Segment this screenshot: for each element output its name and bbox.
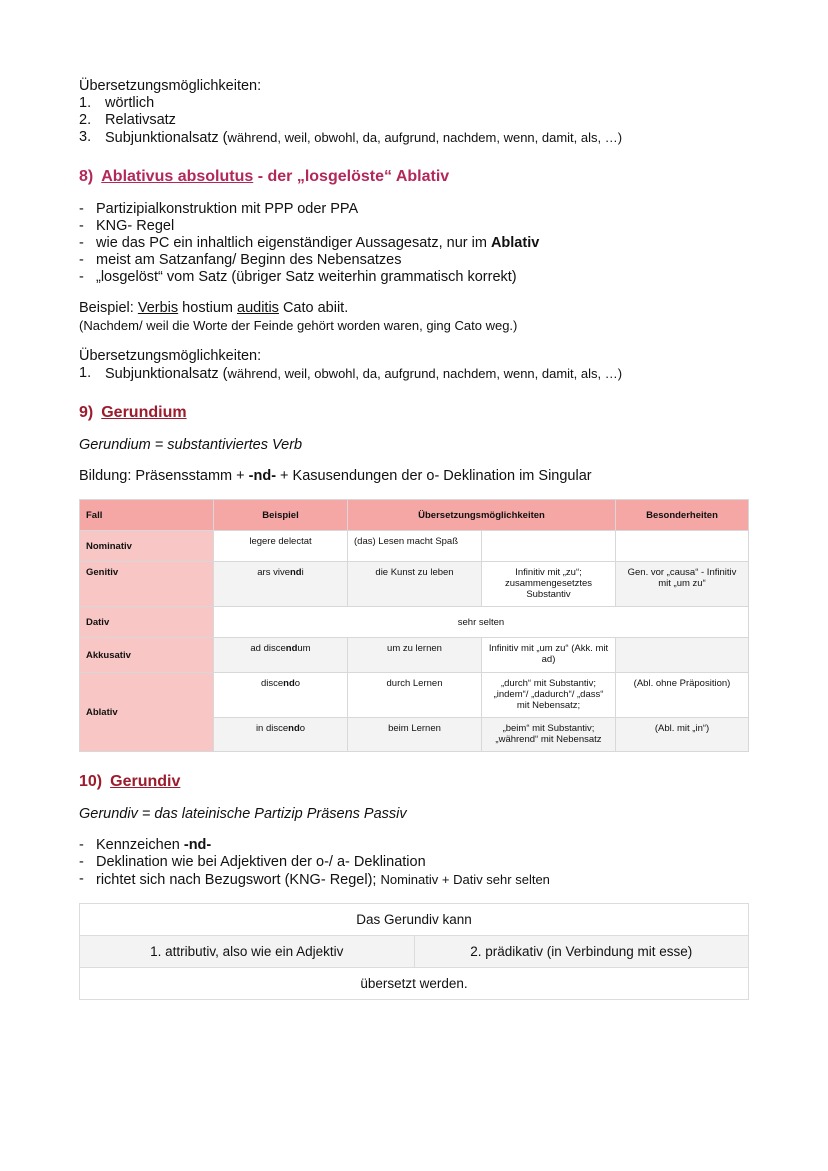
section-heading-ablativus-absolutus: 8) Ablativus absolutus - der „losgelöste“ Ablativ: [79, 168, 450, 185]
table-row: Genitiv ars vivendi die Kunst zu leben Infinitiv mit „zu“; zusammengesetztes Substantiv Gen. vor „causa“ - Infinitiv mit „um zu“: [80, 562, 749, 607]
bullet-list: [79, 837, 751, 889]
column-header: Fall: [80, 500, 214, 531]
table-row: Das Gerundiv kann: [80, 904, 749, 936]
list-item: - „losgelöst“ vom Satz (übriger Satz weiterhin grammatisch korrekt): [79, 269, 517, 285]
table-row: Nominativ legere delectat (das) Lesen macht Spaß: [80, 531, 749, 562]
table-row: Dativ sehr selten: [80, 607, 749, 638]
list-item: 3. Subjunktionalsatz (während, weil, obwohl, da, aufgrund, nachdem, wenn, damit, als, …): [79, 129, 623, 146]
list-item: 2. Relativsatz: [79, 112, 176, 128]
list-item: - richtet sich nach Bezugswort (KNG- Regel); Nominativ + Dativ sehr selten: [79, 871, 550, 888]
gerundiv-definition: Gerundiv = das lateinische Partizip Präsens Passiv: [79, 806, 407, 822]
gerundiv-table: [79, 903, 749, 1000]
document-page: [79, 78, 751, 1000]
list-item: - wie das PC ein inhaltlich eigenständiger Aussagesatz, nur im Ablativ: [79, 235, 540, 251]
section-heading-gerundium: 9) Gerundium: [79, 404, 187, 421]
list-item: - meist am Satzanfang/ Beginn des Nebensatzes: [79, 252, 402, 268]
table-row: Akkusativ ad discendum um zu lernen Infinitiv mit „um zu“ (Akk. mit ad): [80, 638, 749, 673]
example-sentence: Beispiel: Verbis hostium auditis Cato abiit.: [79, 300, 349, 316]
column-header: Beispiel: [214, 500, 348, 531]
list-item: - Kennzeichen -nd-: [79, 837, 212, 853]
list-item: 1. Subjunktionalsatz (während, weil, obwohl, da, aufgrund, nachdem, wenn, damit, als, …): [79, 365, 623, 382]
table-row: Ablativ discendo durch Lernen „durch“ mit Substantiv; „indem“/ „dadurch“/ „dass“ mit Nebensatz; (Abl. ohne Präposition): [80, 673, 749, 718]
table-row: 1. attributiv, also wie ein Adjektiv 2. prädikativ (in Verbindung mit esse): [80, 936, 749, 968]
list-item: - Partizipialkonstruktion mit PPP oder PPA: [79, 201, 359, 217]
section-heading-gerundiv: 10) Gerundiv: [79, 773, 181, 790]
table-row: übersetzt werden.: [80, 968, 749, 1000]
gerundium-formation: Bildung: Präsensstamm + -nd- + Kasusendungen der o- Deklination im Singular: [79, 468, 592, 484]
table-row: in discendo beim Lernen „beim“ mit Substantiv; „während“ mit Nebensatz (Abl. mit „in“): [80, 718, 749, 752]
column-header: Besonderheiten: [616, 500, 749, 531]
column-header: Übersetzungsmöglichkeiten: [348, 500, 616, 531]
gerundium-definition: Gerundium = substantiviertes Verb: [79, 437, 303, 453]
bullet-list: [79, 201, 751, 286]
translation-options-heading: Übersetzungsmöglichkeiten:: [79, 78, 262, 94]
example-translation: (Nachdem/ weil die Worte der Feinde gehört worden waren, ging Cato weg.): [79, 318, 518, 333]
list-item: - KNG- Regel: [79, 218, 175, 234]
translation-options-heading: Übersetzungsmöglichkeiten:: [79, 348, 262, 364]
list-item: 1. wörtlich: [79, 95, 155, 111]
list-item: - Deklination wie bei Adjektiven der o-/ a- Deklination: [79, 854, 426, 870]
table-header-row: [80, 500, 749, 531]
gerundium-table: [79, 499, 749, 752]
